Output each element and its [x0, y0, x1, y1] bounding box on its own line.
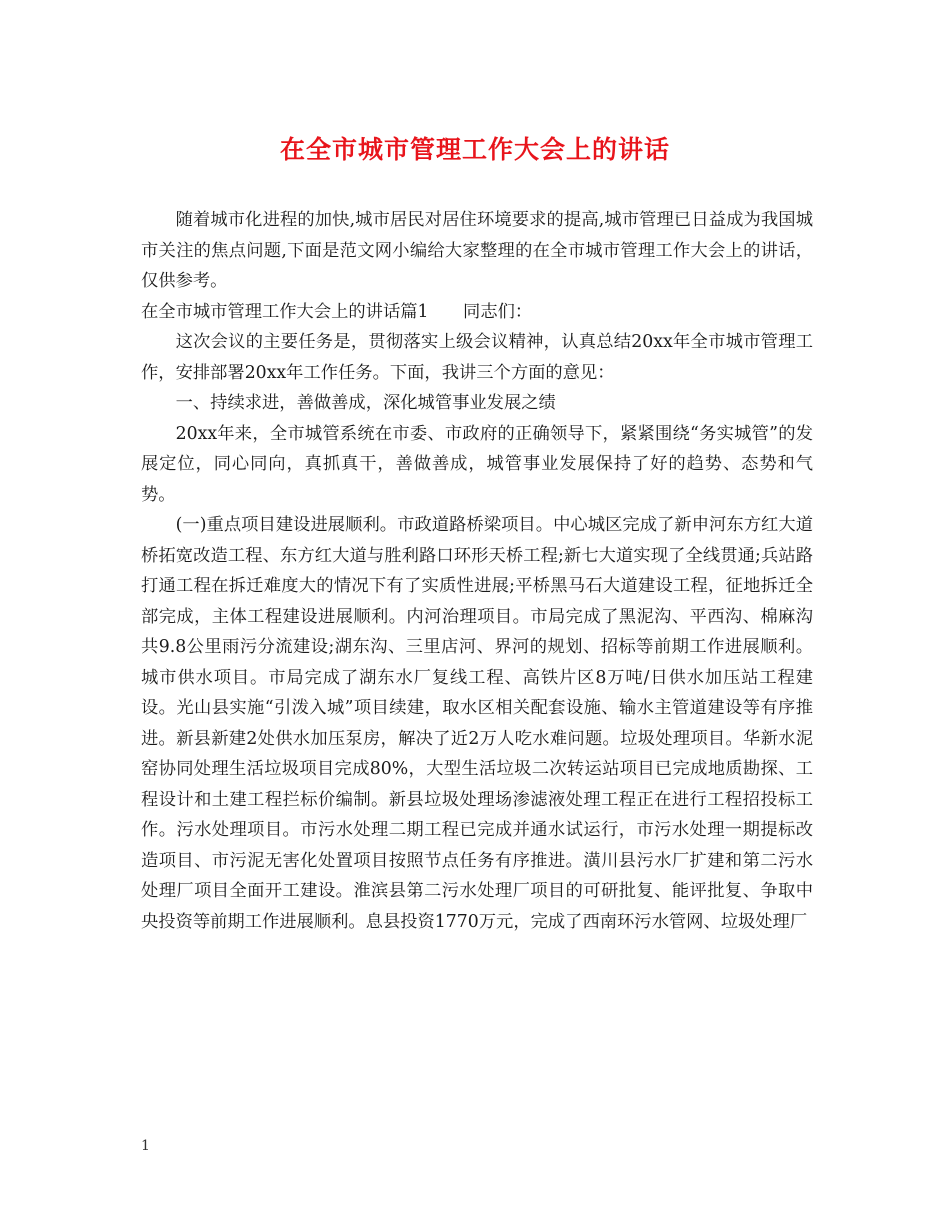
section-heading: 一、持续求进，善做善成，深化城管事业发展之绩 [175, 393, 556, 413]
body-paragraph: 20xx年来，全市城管系统在市委、市政府的正确领导下，紧紧围绕“务实城管”的发展定位，同心同向，真抓真干，善做善成，城管事业发展保持了好的趋势、态势和气势。 [141, 423, 813, 505]
page-number: 1 [141, 1138, 150, 1154]
body-paragraph: 这次会议的主要任务是，贯彻落实上级会议精神，认真总结20xx年全市城市管理工作，安排部署20xx年工作任务。下面，我讲三个方面的意见： [141, 332, 813, 383]
document-body [141, 205, 813, 937]
intro-paragraph: 随着城市化进程的加快,城市居民对居住环境要求的提高,城市管理已日益成为我国城市关注的焦点问题,下面是范文网小编给大家整理的在全市城市管理工作大会上的讲话，仅供参考。 [141, 210, 813, 291]
document-title: 在全市城市管理工作大会上的讲话 [279, 135, 670, 164]
body-paragraph: (一)重点项目建设进展顺利。市政道路桥梁项目。中心城区完成了新申河东方红大道桥拓宽改造工程、东方红大道与胜利路口环形天桥工程;新七大道实现了全线贯通;兵站路打通工程在拆迁难度大的情况下有了实质性进展;平桥黑马石大道建设工程，征地拆迁全部完成，主体工程建设进展顺利。内河治理项目。市局完成了黑泥沟、平西沟、棉麻沟共9.8公里雨污分流建设;湖东沟、三里店河、界河的规划、招标等前期工作进展顺利。城市供水项目。市局完成了湖东水厂复线工程、高铁片区8万吨/日供水加压站工程建设。光山县实施“引泼入城”项目续建，取水区相关配套设施、输水主管道建设等有序推进。新县新建2处供水加压泵房，解决了近2万人吃水难问题。垃圾处理项目。华新水泥窑协同处理生活垃圾项目完成80%，大型生活垃圾二次转运站项目已完成地质勘探、工程设计和土建工程拦标价编制。新县垃圾处理场渗滤液处理工程正在进行工程招投标工作。污水处理项目。市污水处理二期工程已完成并通水试运行，市污水处理一期提标改造项目、市污泥无害化处置项目按照节点任务有序推进。潢川县污水厂扩建和第二污水处理厂项目全面开工建设。淮滨县第二污水处理厂项目的可研批复、能评批复、争取中央投资等前期工作进展顺利。息县投资1770万元，完成了西南环污水管网、垃圾处理厂 [141, 515, 813, 932]
section-heading-line: 在全市城市管理工作大会上的讲话篇1 同志们： [141, 301, 533, 322]
